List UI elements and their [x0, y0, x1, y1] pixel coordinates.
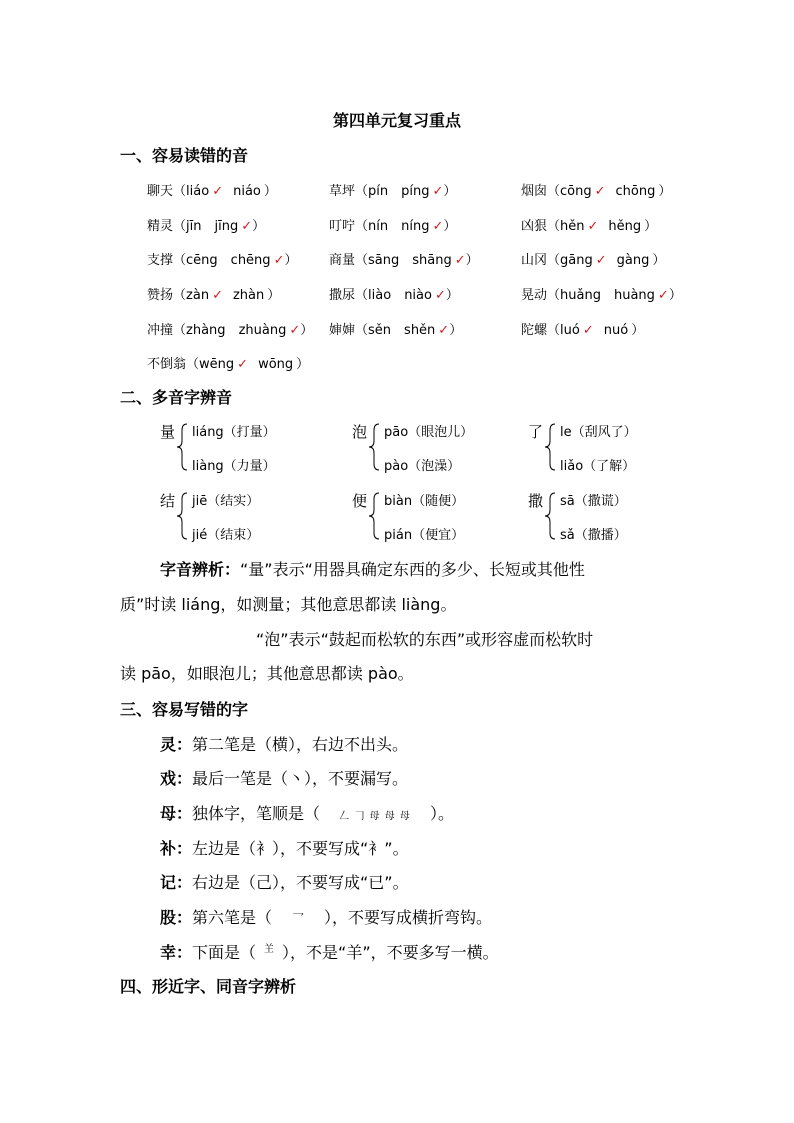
word-text: 草坪 [329, 184, 356, 199]
word-text: 商量 [329, 253, 356, 268]
item-bu: 补：左边是（衤），不要写成“衤”。 [160, 839, 409, 858]
check-mark: ✓ [434, 288, 446, 303]
word-text: 婶婶 [329, 323, 356, 338]
word-text: 陀螺 [521, 323, 548, 338]
pinyin-option-b: huàng [613, 288, 655, 303]
paren: ） [284, 253, 298, 268]
check-mark: ✓ [438, 323, 450, 338]
check-mark: ✓ [273, 253, 285, 268]
brace [176, 423, 188, 471]
pinyin-option-b: chōng [615, 184, 656, 199]
word-text: 不倒翁 [147, 357, 187, 372]
paren: （ [355, 184, 369, 199]
brace [176, 492, 188, 540]
polyphone-char: 结 [160, 492, 176, 510]
section-heading-1: 一、容易读错的音 [120, 146, 249, 165]
pinyin-option-b: wōng [258, 357, 294, 372]
word-text: 烟囱 [521, 184, 548, 199]
pinyin-option-b: shěn [404, 323, 436, 338]
paren: （ [186, 357, 200, 372]
pinyin-option-b: niào [404, 288, 432, 303]
pinyin-option-a: gāng [560, 253, 593, 268]
word-text: 凶狠 [521, 219, 548, 234]
analysis-paragraph-2-line-1: “泡”表示“鼓起而松软的东西”或形容虚而松软时 [256, 630, 594, 649]
component-image: 𦍌 [264, 944, 275, 955]
paren: ） [465, 253, 479, 268]
brace [544, 423, 556, 471]
polyphone-reading: sǎ（撒播） [560, 528, 627, 543]
paren: ） [296, 357, 310, 372]
pinyin-option-a: wēng [199, 357, 235, 372]
paren: ） [449, 323, 463, 338]
pinyin-option-a: pín [368, 184, 389, 199]
brace [368, 492, 380, 540]
polyphone-reading: le（刮风了） [560, 425, 637, 440]
polyphone-char: 撒 [528, 492, 544, 510]
polyphone-char: 泡 [352, 423, 368, 441]
check-mark: ✓ [212, 288, 223, 303]
item-ling: 灵：第二笔是（横），右边不出头。 [160, 735, 409, 754]
check-mark: ✓ [657, 288, 669, 303]
paren: ） [644, 219, 658, 234]
check-mark: ✓ [432, 184, 444, 199]
item-ji: 记：右边是（己），不要写成“已”。 [160, 873, 409, 892]
paren: （ [547, 219, 561, 234]
paren: （ [355, 288, 369, 303]
polyphone-char: 便 [352, 492, 368, 510]
polyphone-reading: liǎo（了解） [560, 459, 636, 474]
pinyin-option-a: zàn [186, 288, 210, 303]
pinyin-item [521, 249, 665, 268]
brace [544, 492, 556, 540]
item-mu: 母：独体字，笔顺是（ 𠃋 𠃌 母 母 母 ）。 [160, 804, 455, 823]
section-heading-2: 二、多音字辨音 [120, 388, 233, 407]
paren: ） [263, 184, 277, 199]
word-text: 支撑 [147, 253, 174, 268]
polyphone-reading: pāo（眼泡儿） [384, 425, 474, 440]
pinyin-option-b: zhuàng [238, 323, 287, 338]
check-mark: ✓ [237, 357, 249, 372]
pinyin-option-b: zhàn [232, 288, 265, 303]
pinyin-item [147, 319, 313, 338]
paren: （ [547, 253, 561, 268]
polyphone-reading: biàn（随便） [384, 494, 465, 509]
paren: ） [445, 288, 459, 303]
paren: ） [300, 323, 314, 338]
word-text: 叮咛 [329, 219, 356, 234]
pinyin-option-a: cēng [186, 253, 218, 268]
pinyin-item [521, 284, 682, 303]
paren: （ [547, 184, 561, 199]
paren: ） [443, 184, 457, 199]
pinyin-option-b: chēng [230, 253, 271, 268]
paren: ） [252, 219, 266, 234]
polyphone-reading: liáng（打量） [192, 425, 276, 440]
paren: （ [173, 253, 187, 268]
pinyin-option-a: zhàng [186, 323, 226, 338]
paren: （ [173, 184, 187, 199]
check-mark: ✓ [212, 184, 224, 199]
polyphone-char: 了 [528, 423, 544, 441]
word-text: 赞扬 [147, 288, 174, 303]
pinyin-option-a: luó [560, 323, 580, 338]
pinyin-option-a: sāng [368, 253, 400, 268]
pinyin-option-a: sěn [368, 323, 392, 338]
pinyin-item [521, 215, 657, 234]
paren: （ [355, 219, 369, 234]
paren: （ [173, 323, 187, 338]
paren: （ [547, 323, 561, 338]
pinyin-item [329, 180, 456, 199]
pinyin-option-a: hěn [560, 219, 585, 234]
section-heading-3: 三、容易写错的字 [120, 700, 249, 719]
check-mark: ✓ [594, 184, 606, 199]
item-xing: 幸：下面是（ 𦍌 ），不是“羊”，不要多写一横。 [160, 940, 499, 963]
polyphone-reading: sā（撒谎） [560, 494, 627, 509]
paren: ） [652, 253, 666, 268]
paren: ） [443, 219, 457, 234]
paren: ） [668, 288, 682, 303]
item-xi: 戏：最后一笔是（丶），不要漏写。 [160, 769, 409, 788]
stroke-image: 乛 [292, 912, 305, 926]
paren: （ [355, 253, 369, 268]
pinyin-option-a: jīn [186, 219, 202, 234]
pinyin-item [147, 180, 277, 199]
analysis-paragraph-1-line-2: 质”时读 liáng，如测量；其他意思都读 liàng。 [120, 595, 457, 614]
paren: （ [173, 288, 187, 303]
pinyin-option-a: liào [368, 288, 392, 303]
pinyin-option-a: huǎng [560, 288, 601, 303]
polyphone-reading: jiē（结实） [192, 494, 260, 509]
pinyin-option-b: píng [401, 184, 430, 199]
polyphone-reading: pián（便宜） [384, 528, 465, 543]
check-mark: ✓ [432, 219, 444, 234]
pinyin-option-a: nín [368, 219, 389, 234]
pinyin-option-b: hěng [608, 219, 642, 234]
pinyin-option-b: shāng [412, 253, 452, 268]
paren: （ [355, 323, 369, 338]
pinyin-item [329, 284, 459, 303]
pinyin-item [521, 319, 644, 338]
pinyin-item [521, 180, 671, 199]
pinyin-option-b: jīng [214, 219, 239, 234]
polyphone-reading: jié（结束） [192, 528, 260, 543]
word-text: 撒尿 [329, 288, 356, 303]
pinyin-item [329, 215, 456, 234]
paren: ） [631, 323, 645, 338]
check-mark: ✓ [289, 323, 301, 338]
word-text: 晃动 [521, 288, 548, 303]
check-mark: ✓ [595, 253, 607, 268]
word-text: 山冈 [521, 253, 548, 268]
polyphone-char: 量 [160, 423, 176, 441]
pinyin-item [147, 215, 265, 234]
pinyin-option-b: níng [401, 219, 430, 234]
pinyin-item [329, 319, 462, 338]
analysis-paragraph-2-line-2: 读 pāo，如眼泡儿；其他意思都读 pào。 [120, 664, 414, 683]
pinyin-item [147, 353, 309, 372]
pinyin-option-b: niáo [233, 184, 261, 199]
word-text: 精灵 [147, 219, 174, 234]
pinyin-item [147, 284, 280, 303]
check-mark: ✓ [241, 219, 253, 234]
check-mark: ✓ [454, 253, 466, 268]
pinyin-item [329, 249, 479, 268]
paren: ） [267, 288, 281, 303]
page-title: 第四单元复习重点 [332, 111, 461, 130]
analysis-label: 字音辨析： [160, 560, 241, 579]
check-mark: ✓ [582, 323, 594, 338]
paren: ） [658, 184, 672, 199]
word-text: 聊天 [147, 184, 174, 199]
word-text: 冲撞 [147, 323, 174, 338]
pinyin-option-a: liáo [186, 184, 210, 199]
check-mark: ✓ [587, 219, 599, 234]
brace [368, 423, 380, 471]
pinyin-option-a: cōng [560, 184, 592, 199]
polyphone-reading: pào（泡澡） [384, 459, 461, 474]
section-heading-4: 四、形近字、同音字辨析 [120, 977, 297, 996]
paren: （ [173, 219, 187, 234]
polyphone-reading: liàng（力量） [192, 459, 276, 474]
pinyin-item [147, 249, 297, 268]
item-gu: 股：第六笔是（ 乛 ），不要写成横折弯钩。 [160, 908, 493, 927]
stroke-order-image: 𠃋 𠃌 母 母 母 [339, 811, 411, 822]
pinyin-option-b: nuó [603, 323, 629, 338]
pinyin-option-b: gàng [616, 253, 650, 268]
analysis-paragraph-1-line-1: 字音辨析：“量”表示“用器具确定东西的多少、长短或其他性 [160, 560, 585, 579]
paren: （ [547, 288, 561, 303]
